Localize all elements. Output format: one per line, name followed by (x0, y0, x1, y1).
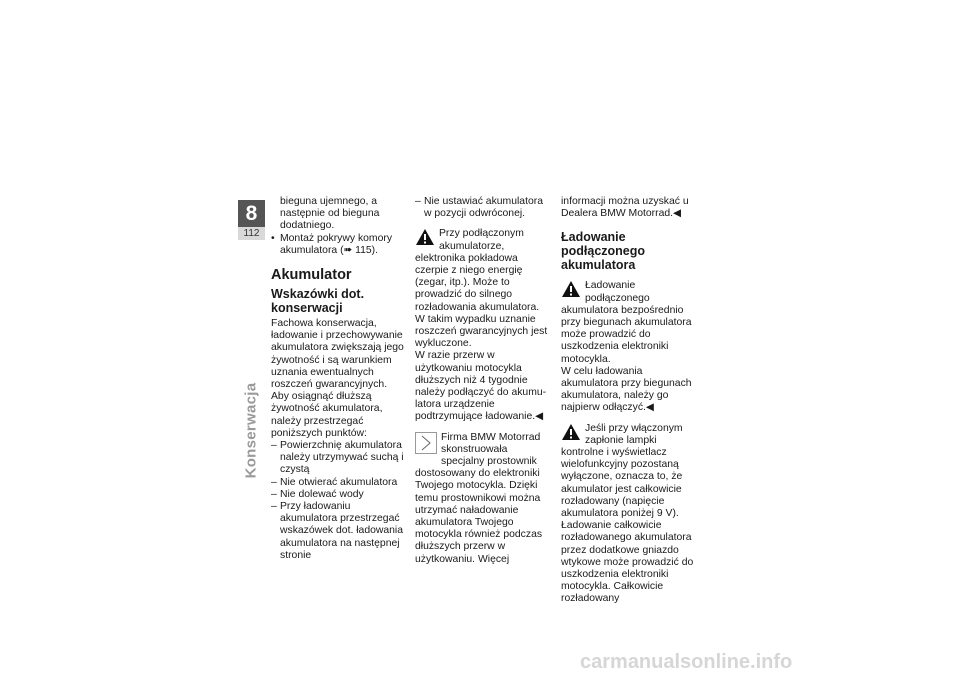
warning-text: Ładowanie podłączonego akumulatora bezpośrednio przy biegunach akumulatora może prowadzić do uszkodzenia elektroniki motocykla. (561, 280, 692, 365)
warning-triangle-icon (561, 423, 581, 445)
warning-note (561, 423, 697, 606)
warning-text: Przy podłączonym akumulatorze, elektronika pokładowa czerpie z niego energię (zegar, itp.). Może to prowadzić do silnego rozładowania akumulatora. W takim wypadku uznanie roszczeń gwarancyjnych jest wykluczone. (415, 228, 548, 350)
dash-item-text: Przy ładowaniu akumulatora przestrzegać wskazówek dot. ładowania akumulatora na następnej stronie (280, 501, 404, 561)
section-heading: Ładowanie podłączonego akumulatora (561, 230, 646, 273)
chapter-number: 8 (238, 200, 265, 227)
info-text: Firma BMW Motorrad skonstruowała specjalny prostownik dostosowany do elektroniki Twojego motocykla. Dzięki temu prostownikowi można utrzymać naładowanie akumulatora Twojego motocykla również podczas dłuższych przerw w użytkowaniu. Więcej (415, 431, 543, 565)
warning-triangle-icon (561, 280, 581, 302)
dash-mark: – (415, 196, 421, 207)
dash-item-text: Powierzchnię akumulatora należy utrzymywać suchą i czystą (280, 440, 404, 476)
dash-item-text: Nie otwierać akumulatora (280, 476, 398, 488)
page-number: 112 (238, 227, 265, 240)
dash-item (271, 501, 405, 562)
dash-item (271, 440, 405, 477)
section-label (239, 360, 263, 500)
chapter-marker (238, 200, 265, 240)
warning-note (561, 280, 697, 414)
dash-item (271, 489, 405, 501)
bullet-text: Montaż pokrywy komory akumulatora (➠ 115). (280, 232, 393, 256)
continued-text: bieguna ujemnego, a następnie od bieguna dodatniego. (280, 196, 380, 232)
warning-triangle-icon (415, 228, 435, 250)
arrow-info-icon (415, 432, 437, 458)
dash-item-text: Nie ustawiać akumulatora w pozycji odwróconej. (424, 196, 543, 220)
dash-item-text: Nie dolewać wody (280, 488, 364, 500)
dash-item (271, 477, 405, 489)
warning-text: W razie przerw w użytkowaniu motocykla dłuższych niż 4 tygodnie należy podłączyć do akumulatora urządzenie podtrzymujące ładowanie.◀ (415, 350, 547, 423)
bullet-mark: • (271, 232, 275, 244)
dash-mark: – (271, 440, 277, 452)
dash-mark: – (271, 488, 277, 500)
section-heading: Akumulator (271, 267, 352, 284)
subsection-heading: Wskazówki dot. konserwacji (271, 287, 365, 316)
bullet-item (271, 233, 405, 257)
warning-note (415, 228, 551, 423)
watermark: carmanualsonline.info (580, 651, 793, 673)
dash-mark: – (271, 501, 277, 513)
paragraph: Fachowa konserwacja, ładowanie i przechowywanie akumulatora zwiększają jego żywotność i są warunkiem uznania ewentualnych roszczeń gwarancyjnych. (271, 318, 404, 391)
warning-text: Jeśli przy włączonym zapłonie lampki kontrolne i wyświetlacz wielofunkcyjny pozostaną wyłączone, oznacza to, że akumulator jest całkowicie rozładowany (napięcie akumulatora poniżej 9 V). Ładowanie całkowicie rozładowanego akumulatora przez dodatkowe gniazdo wtykowe może prowadzić do uszkodzenia elektroniki motocykla. Całkowicie rozładowany (561, 422, 694, 605)
info-note (415, 432, 551, 566)
dash-mark: – (271, 476, 277, 488)
column-3 (561, 196, 697, 606)
column-1 (271, 196, 405, 562)
dash-item (415, 196, 551, 220)
column-2 (415, 196, 551, 566)
continued-text: informacji można uzyskać u Dealera BMW Motorrad.◀ (561, 196, 689, 220)
paragraph: Aby osiągnąć dłuższą żywotność akumulatora, należy przestrzegać poniższych punktów: (271, 391, 383, 439)
section-title: Konserwacja (242, 382, 260, 478)
warning-text: W celu ładowania akumulatora przy biegunach akumulatora, należy go najpierw odłączyć.◀ (561, 365, 692, 414)
